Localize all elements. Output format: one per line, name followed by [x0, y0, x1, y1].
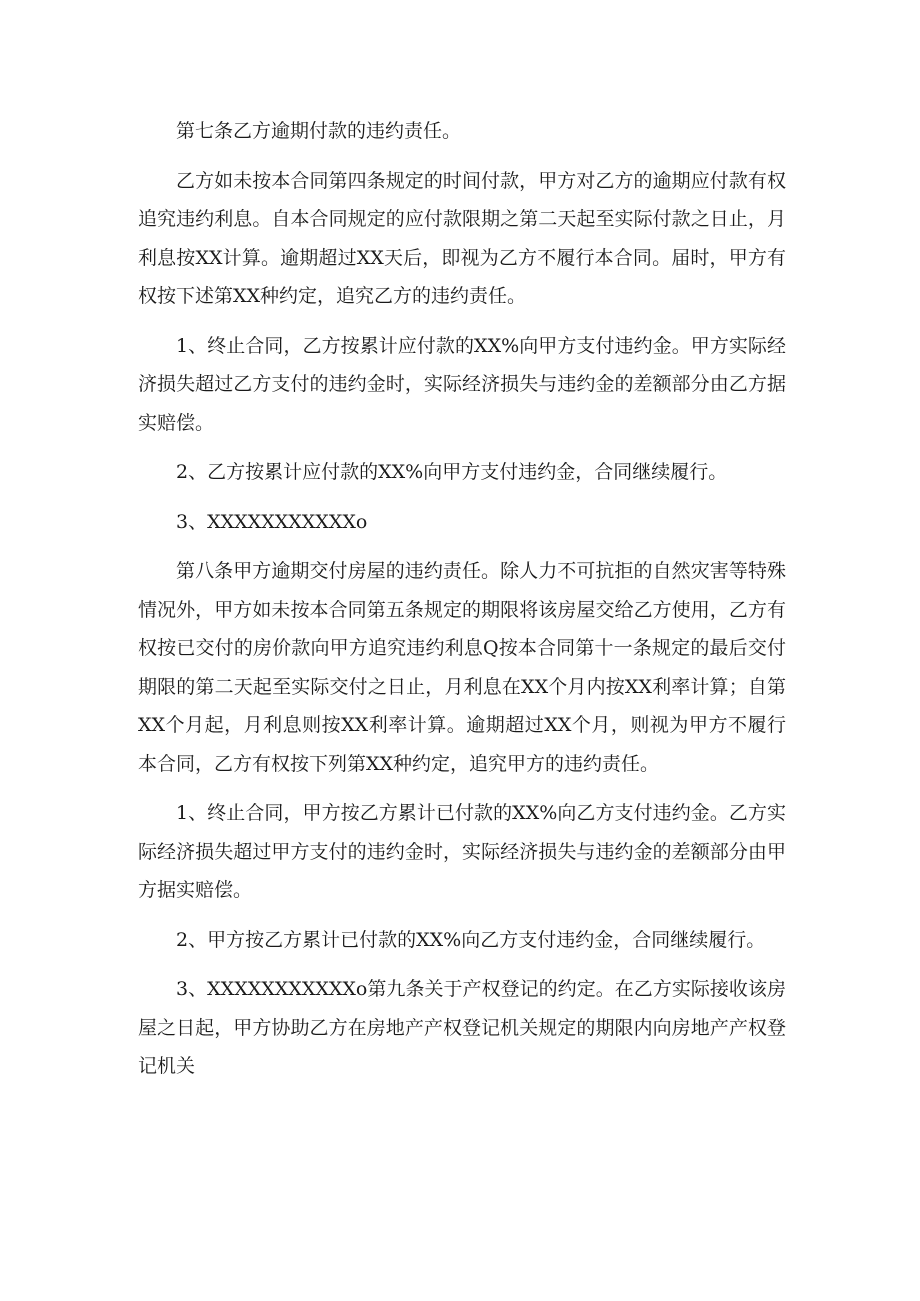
paragraph-article-8-item-1: 1、终止合同，甲方按乙方累计已付款的XX%向乙方支付违约金。乙方实际经济损失超过甲方支付的违约金时，实际经济损失与违约金的差额部分由甲方据实赔偿。 [138, 802, 786, 901]
paragraph-article-7-item-2: 2、乙方按累计应付款的XX%向甲方支付违约金，合同继续履行。 [176, 461, 728, 483]
paragraph-article-7-item-1: 1、终止合同，乙方按累计应付款的XX%向甲方支付违约金。甲方实际经济损失超过乙方支付的违约金时，实际经济损失与违约金的差额部分由乙方据实赔偿。 [138, 334, 786, 434]
document-body [138, 112, 786, 1097]
paragraph-article-8-item-3-and-article-9: 3、XXXXXXXXXXXo第九条关于产权登记的约定。在乙方实际接收该房屋之日起，甲方协助乙方在房地产产权登记机关规定的期限内向房地产产权登记机关 [138, 978, 786, 1077]
paragraph-article-7-body: 乙方如未按本合同第四条规定的时间付款，甲方对乙方的逾期应付款有权追究违约利息。自本合同规定的应付款限期之第二天起至实际付款之日止，月利息按XX计算。逾期超过XX天后，即视为乙方不履行本合同。届时，甲方有权按下述第XX种约定，追究乙方的违约责任。 [138, 169, 786, 307]
paragraph-article-7-item-3: 3、XXXXXXXXXXXo [176, 510, 368, 533]
paragraph-article-7-title: 第七条乙方逾期付款的违约责任。 [176, 120, 462, 142]
paragraph-article-8-body: 第八条甲方逾期交付房屋的违约责任。除人力不可抗拒的自然灾害等特殊情况外，甲方如未按本合同第五条规定的期限将该房屋交给乙方使用，乙方有权按已交付的房价款向甲方追究违约利息Q按本合同第十一条规定的最后交付期限的第二天起至实际交付之日止，月利息在XX个月内按XX利率计算；自第XX个月起，月利息则按XX利率计算。逾期超过XX个月，则视为甲方不履行本合同，乙方有权按下列第XX种约定，追究甲方的违约责任。 [138, 560, 786, 775]
paragraph-article-8-item-2: 2、甲方按乙方累计已付款的XX%向乙方支付违约金，合同继续履行。 [176, 928, 766, 951]
